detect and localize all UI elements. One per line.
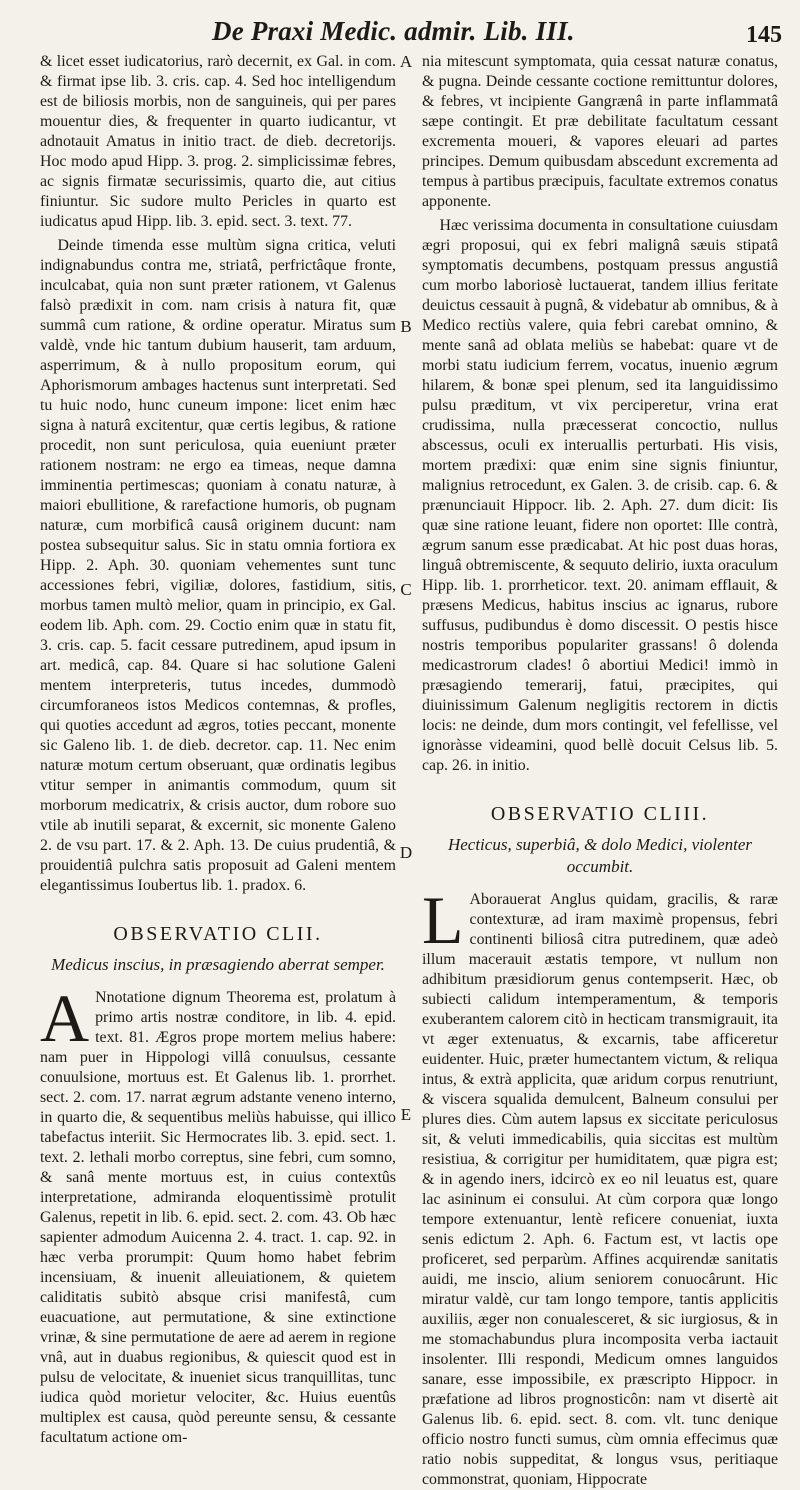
left-column: [40, 52, 396, 1448]
margin-letter-b: B: [400, 317, 412, 336]
margin-letter-a: A: [399, 52, 413, 71]
left-paragraph-3-text: Nnotatione dignum Theorema est, prolatum à primo artis nostræ conditore, in lib. 4. epid. text. 81. Ægros prope mortem melius habere: nam puer in Hippologi villâ conuulsus, cessante conuulsione, mortuus est. Et Galenus lib. 1. prorrhet. sect. 2. com. 17. narrat ægrum adstante veneno interno, in quarto die, & sequentibus meliùs habuisse, qui illico tabefactus interiit. Sic Hermocrates lib. 3. epid. sect. 1. text. 2. lethali morbo correptus, sine febri, cum somno, & sanâ mente mortuus est, in cuius contextûs interpretatione, admiranda eloquentissimè protulit Galenus, repetit in lib. 6. epid. sect. 2. com. 43. Ob hæc sapienter admodum Auicenna 2. 4. tract. 1. cap. 92. in hæc verba prorumpit: Quum homo habet febrim incensiuam, & inuenit alleuiationem, & quietem caliditatis subitò absque crisi manifestâ, cum euacuatione, aut permutatione, & sine extinctione vrinæ, & sine permutatione de aere ad aerem in regione vnâ, aut in duabus regionibus, & quiescit quod est in pulsu de velocitate, & inueniet sicus tranquillitas, tunc iudica quòd morietur velociter, &c. Huius euentûs multiplex est causa, quòd pereunte sensu, & cessante facultatum actione om-: [40, 989, 396, 1446]
right-paragraph-3: [422, 882, 778, 1490]
right-paragraph-2: Hæc verissima documenta in consultatione cuiusdam ægri proposui, qui ex febri malignâ sæuis stipatâ symptomatis decumbens, postquam pressus angustiâ cum morbo laboriosè luctauerat, tandem illius feritate deuictus cessauit à pugnâ, & videbatur ab omnibus, & à Medico rectiùs valere, quia febri carebat omnino, & mente sanâ ad oblata meliùs se habebat: quare vt de morbi statu iudicium ferrem, vocatus, inuenio ægrum hilarem, & bonæ spei plenum, sed ita languidissimo pulsu præditum, vt vix perciperetur, vrina erat crudissima, nulla præcesserat concoctio, nullus abscessus, oculi ex interuallis perturbati. His visis, mortem prædixi: quæ enim sine signis finiuntur, malignius retrocedunt, ex Galen. 3. de crisib. cap. 6. & prænunciauit Hippocr. lib. 2. Aph. 27. dum dicit: Iis quæ sine ratione leuant, fidere non oportet: Ille contrà, ægrum sanum esse prædicabat. At hic post duas horas, linguâ obtremiscente, & sequuto delirio, iuxta oraculum Hipp. lib. 1. prorrheticor. text. 20. animam efflauit, & præsens Medicus, habitus inscius ac ignarus, rubore suffusus, pudibundus è domo discessit. O pestis hisce nostris temporibus populariter grassans! ô dolenda medicastrorum clades! ô abortiui Medici! immò in præsagiendo temerarij, fatui, præcipites, qui diuinissimum Galenum negligitis rectorem in dictis locis: ne deinde, dum mors contingit, vel fefellisse, vel ignoràsse videamini, quod bellè docuit Celsus lib. 5. cap. 26. in initio.: [422, 217, 778, 774]
drop-cap-l: L: [422, 882, 464, 958]
observation-subtitle-clii: Medicus inscius, in præsagiendo aberrat semper.: [51, 955, 385, 974]
observation-heading-cliii: OBSERVATIO CLIII.: [490, 803, 710, 825]
margin-letter-d: D: [399, 843, 413, 862]
running-head: [0, 14, 800, 54]
left-paragraph-2: Deinde timenda esse multùm signa critica, veluti indignabundus contra me, striatâ, perfrictâque fronte, inculcabat, quia non sunt præter rationem, vt Galenus falsò prædixit in com. nam crisis à natura fit, quæ summâ cum ratione, & ordine operatur. Miratus sum valdè, vnde hic tantum dubium hauserit, tam arduum, asperrimum, & à nullo propositum eorum, qui Aphorismorum ambages hactenus sunt interpretati. Sed tu huic nodo, hunc cuneum impone: licet enim hæc signa à naturâ excitentur, quæ certis legibus, & ratione procedit, non sunt periculosa, quia eueniunt præter rationem nostram: ne ergo ea timeas, neque damna imminentia pertimescas; quoniam à conatu naturæ, à maiori ebullitione, & rarefactione humoris, ob pugnam naturæ, cum morbificâ causâ originem ducunt: nam postea subsequitur salus. Sic in statu omnia fortiora ex Hipp. 2. Aph. 30. quoniam vehementes sunt tunc accessiones febri, vigiliæ, dolores, fastidium, sitis, morbus tamen multò melior, quam in principio, ex Gal. eodem lib. Aph. com. 29. Coctio enim quæ in statu fit, 3. cris. cap. 5. facit cessare putredinem, apud ipsum in art. medicâ, cap. 84. Quare si hac solutione Galeni mentem interpreteris, tutus incedes, dummodò circumforaneos istos Medicos contemnas, & profles, qui quoties accedunt ad ægros, toties peccant, monente sic Galeno lib. 1. de dieb. decretor. cap. 11. Nec enim naturæ motum certum obseruant, quæ ordinatis legibus vtitur semper in animantis commodum, quum sit morborum medicatrix, & crisis auctor, dum robore suo vtile ab inutili separat, & excernit, sic monente Galeno 2. de vsu part. 17. & 2. Aph. 13. De cuius prudentiâ, & prouidentiâ pulchra satis proposuit ad Galeni mentem elegantissimus Ioubertus lib. 1. pradox. 6.: [40, 237, 396, 894]
margin-letter-c: C: [400, 580, 412, 599]
left-paragraph-1: & licet esset iudicatorius, rarò decernit, ex Gal. in com. & firmat ipse lib. 3. cris. cap. 4. Sed hoc intelligendum est de biliosis morbis, non de sanguineis, qui per pares mouentur dies, & frequenter in quarto iudicantur, vt adnotauit Amatus in initio tract. de dieb. decretorijs. Hoc modo apud Hipp. 3. prog. 2. simplicissimæ febres, ac signis firmatæ securissimis, quarto die, aut citius finiuntur. Sic sudore multo Pericles in quarto est iudicatus apud Hipp. lib. 3. epid. sect. 3. text. 77.: [40, 53, 396, 230]
running-title: De Praxi Medic. admir. Lib. III.: [212, 16, 575, 46]
observation-subtitle-cliii: Hecticus, superbiâ, & dolo Medici, violenter occumbit.: [447, 835, 753, 876]
drop-cap-a: A: [40, 980, 90, 1056]
observation-heading-clii: OBSERVATIO CLII.: [113, 923, 323, 945]
left-paragraph-3: [40, 980, 396, 1448]
page-number: 145: [746, 22, 782, 48]
right-column: [422, 52, 778, 1490]
margin-letter-e: E: [400, 1105, 412, 1124]
right-paragraph-3-text: Aborauerat Anglus quidam, gracilis, & raræ contexturæ, ad iram maximè propensus, febri continenti biliosâ citra putredinem, quæ adeò illum macerauit æstatis tempore, vt nullum non adhibitum præsidiorum genus contempserit. Hæc, ob subiecti calidum intemperamentum, & temporis exuberantem calorem citò in hecticam transmigrauit, ita vt æger extenuatus, & excarnis, tabe afficeretur euidenter. Huic, præter humectantem victum, & reliqua intus, & extrà applicita, quæ aridum corpus renutriunt, & viscera squalida demulcent, Balneum consului per plures dies. Cùm autem lapsus ex siccitate periculosus sit, & veluti immedicabilis, quia siccitas est multùm resistiua, & corrigitur per humiditatem, quæ pigra est; & in agendo iners, idcircò ex eo nil leuatus est, quare lac asininum ei consului. At cùm corpora quæ longo tempore extenuantur, lentè reficere conueniat, iuxta senis edictum 2. Aph. 6. Factum est, vt lactis ope proficeret, sed perparùm. Affines acquirendæ sanitatis auidi, me inscio, alium seniorem conuocârunt. Hic miratur valdè, cur tam longo tempore, tantis applicitis auxiliis, æger non conualesceret, & sic iurgiosus, & in me stomachabundus plura incomposita verba iactauit insolenter. Illi respondi, Medicum omnes languidos sanare, esse impossibile, ex præscripto Hippocr. in præfatione ad libros prognosticôn: nam vt disertè ait Galenus lib. 6. epid. sect. 8. com. vlt. tunc denique officio nostro functi sumus, cùm omnia effecimus quæ ratio nobis suppeditat, & longus vsus, peritiaque commonstrat, quoniam, Hippocrate: [422, 891, 778, 1488]
right-paragraph-1: nia mitescunt symptomata, quia cessat naturæ conatus, & pugna. Deinde cessante coctione remittuntur dolores, & febres, vt incipiente Gangrænâ in parte inflammatâ sæpe contingit. Et præ debilitate facultatum cessant excrementa moueri, & vapores eleuari ad partes principes. Demum quibusdam abscedunt excrementa ad tempus à partibus præcipuis, facultate extremos conatus apponente.: [422, 53, 778, 210]
